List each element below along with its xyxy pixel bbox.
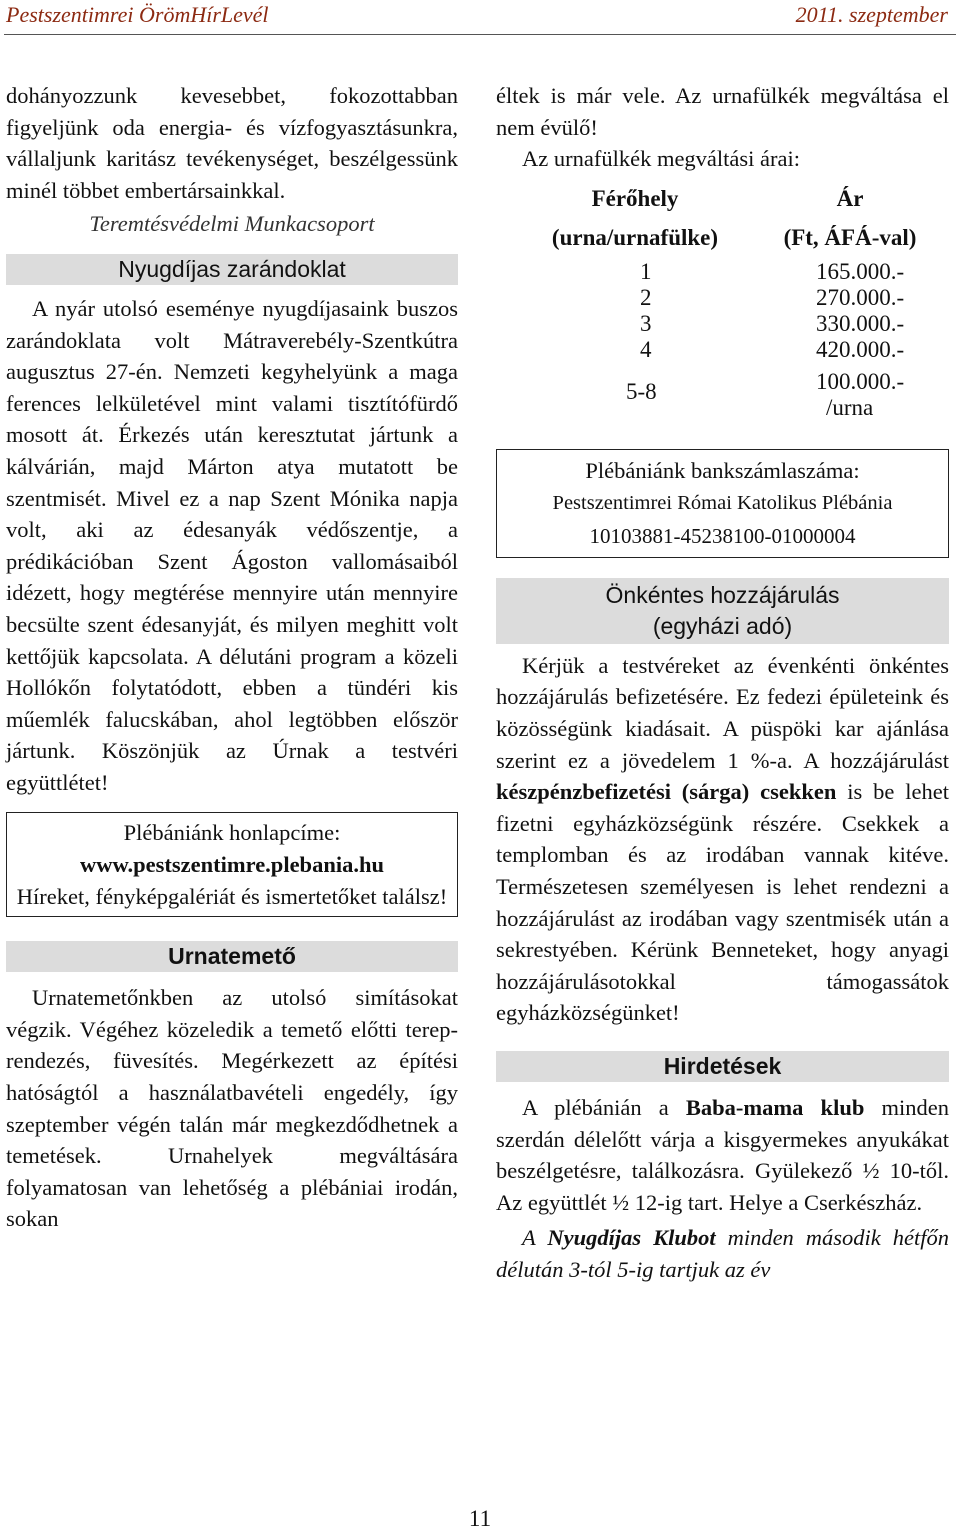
urn-cemetery-text: Urnatemetőnkben az utolsó simításokat végzik. Végéhez közeledik a temető előtti terep-rendezés, füvesítés. Megérkezett az építési hatóságtól a használatbavételi engedély, így szeptember végén talán már megkezdődhetnek a temetések. Urnahelyek megváltására folyamatosan van lehetőség a plébániai irodán, sokan — [6, 985, 458, 1232]
price-cell: 420.000.- — [816, 336, 905, 362]
capacity-cell: 4 — [640, 336, 652, 362]
capacity-cell: 2 — [640, 284, 652, 310]
website-description: Híreket, fényképgalériát és ismertetőket találsz! — [16, 883, 448, 909]
announcement-nyugdijas-klub — [496, 1222, 949, 1285]
header-price: Ár — [836, 185, 864, 211]
contribution-text — [496, 650, 949, 1029]
newsletter-title: Pestszentimrei ÖrömHírLevél — [6, 2, 269, 27]
bank-account-number: 10103881-45238100-01000004 — [589, 523, 856, 548]
bank-account-name: Pestszentimrei Római Katolikus Plébánia — [552, 491, 893, 514]
table-row — [510, 363, 940, 421]
bank-label: Plébániánk bankszámlaszáma: — [585, 457, 860, 483]
capacity-cell: 1 — [640, 258, 652, 284]
left-column — [6, 80, 458, 1235]
right-column — [496, 80, 949, 1285]
price-cell — [760, 363, 940, 421]
contribution-text-part1: Kérjük a testvéreket az évenkénti önkéntes hozzájárulás befizetésére. Ez fedezi épületeink és közösségünk kiadásait. A püspöki kar ajánlása szerint ez a jövedelem 1 %-a. A hozzájárulást — [496, 652, 949, 773]
announcement-1-bold: Baba-mama klub — [685, 1094, 865, 1120]
price-value: 100.000.- — [816, 368, 905, 394]
bank-account-box — [496, 449, 949, 558]
announcement-1-before: A plébánián a — [522, 1094, 686, 1120]
announcement-1-after: minden szerdán délelőtt várja a kisgyermekes anyukákat beszélgetésre, találkozásra. Gyülekező ½ 10-től. Az együttlét ½ 12-ig tart. Helye a Cserkészház. — [496, 1094, 949, 1215]
header-price-sub: (Ft, ÁFÁ-val) — [783, 224, 917, 250]
issue-date: 2011. szeptember — [795, 2, 948, 27]
pilgrimage-text: A nyár utolsó eseménye nyugdíjasaink buszos zarándoklata volt Mátraverebély-Szentkútra augusztus 27-én. Nemzeti kegyhelyünk a maga ferences lelkületével mint valami tisztítófürdő mosott át. Érkezés után keresztutat jártunk a kálvárián, majd Márton atya mutatott be szentmisét. Mivel ez a nap Szent Mónika napja volt, aki az édesanyák védőszentje, a prédikációban Szent Ágoston vallomásaiból idézett, hogy megtérése mennyire után mennyire becsülte szent édesanyját, és milyen meghitt volt kettőjük kapcsolata. A délutáni program a közeli Hollókőn folytatódott, ebben a tündéri kis műemlék falucskában, ahol legtöbben először jártunk. Köszönjük az Úrnak a testvéri együttlétet! — [6, 295, 458, 795]
capacity-cell: 3 — [640, 310, 652, 336]
capacity-cell: 5-8 — [626, 378, 657, 404]
header-capacity-sub: (urna/urnafülke) — [551, 224, 719, 250]
website-box — [6, 812, 458, 917]
header-rule — [4, 34, 956, 35]
urn-continuation: éltek is már vele. Az urnafülkék megváltása el nem évülő! — [496, 83, 949, 140]
contribution-heading-line1: Önkéntes hozzájárulás — [605, 581, 840, 608]
website-url[interactable]: www.pestszentimre.plebania.hu — [80, 852, 384, 878]
table-row — [510, 259, 940, 285]
prices-intro: Az urnafülkék megváltási árai: — [522, 146, 801, 172]
table-row — [510, 337, 940, 363]
price-cell: 270.000.- — [816, 284, 905, 310]
announcement-2-after: minden második hétfőn délután 3-tól 5-ig tartjuk az év — [496, 1225, 950, 1282]
announcement-2-bold: Nyugdíjas Klubot — [547, 1225, 716, 1251]
announcement-baba-mama — [496, 1092, 949, 1218]
price-cell: 165.000.- — [816, 258, 905, 284]
urn-cemetery-heading: Urnatemető — [6, 941, 458, 972]
table-row — [510, 311, 940, 337]
price-table — [510, 179, 940, 421]
contribution-text-bold: készpénzbefizetési (sárga) csekken — [496, 779, 837, 805]
price-cell: 330.000.- — [816, 310, 905, 336]
page-number: 11 — [468, 1506, 492, 1531]
contribution-text-part2: is be lehet fizetni egyházközségünk részére. Csekkek a templomban és az irodában vannak kitéve. Természetesen személyesen is lehet rendezni a hozzájárulást az irodában vagy szentmisék után a sekrestyében. Kérünk Benneteket, hogy anyagi hozzájárulásotokkal támogassátok egyházközségünket! — [496, 779, 949, 1026]
pilgrimage-heading: Nyugdíjas zarándoklat — [6, 254, 458, 285]
page-header — [0, 0, 960, 38]
contribution-heading — [496, 578, 949, 644]
contribution-heading-line2: (egyházi adó) — [652, 612, 793, 639]
header-capacity: Férőhely — [591, 185, 679, 211]
website-label: Plébániánk honlapcíme: — [123, 820, 341, 846]
intro-paragraph: dohányozzunk kevesebbet, fokozottabban figyeljünk oda energia- és vízfogyasztásunkra, vállaljunk karitász tevékenységet, beszélgessünk minél többet embertársainkkal. — [6, 83, 458, 203]
price-unit: /urna — [826, 394, 874, 420]
table-row — [510, 285, 940, 311]
intro-signature: Teremtésvédelmi Munkacsoport — [89, 211, 375, 237]
announcements-heading: Hirdetések — [496, 1051, 949, 1082]
announcement-2-before: A — [522, 1225, 548, 1251]
